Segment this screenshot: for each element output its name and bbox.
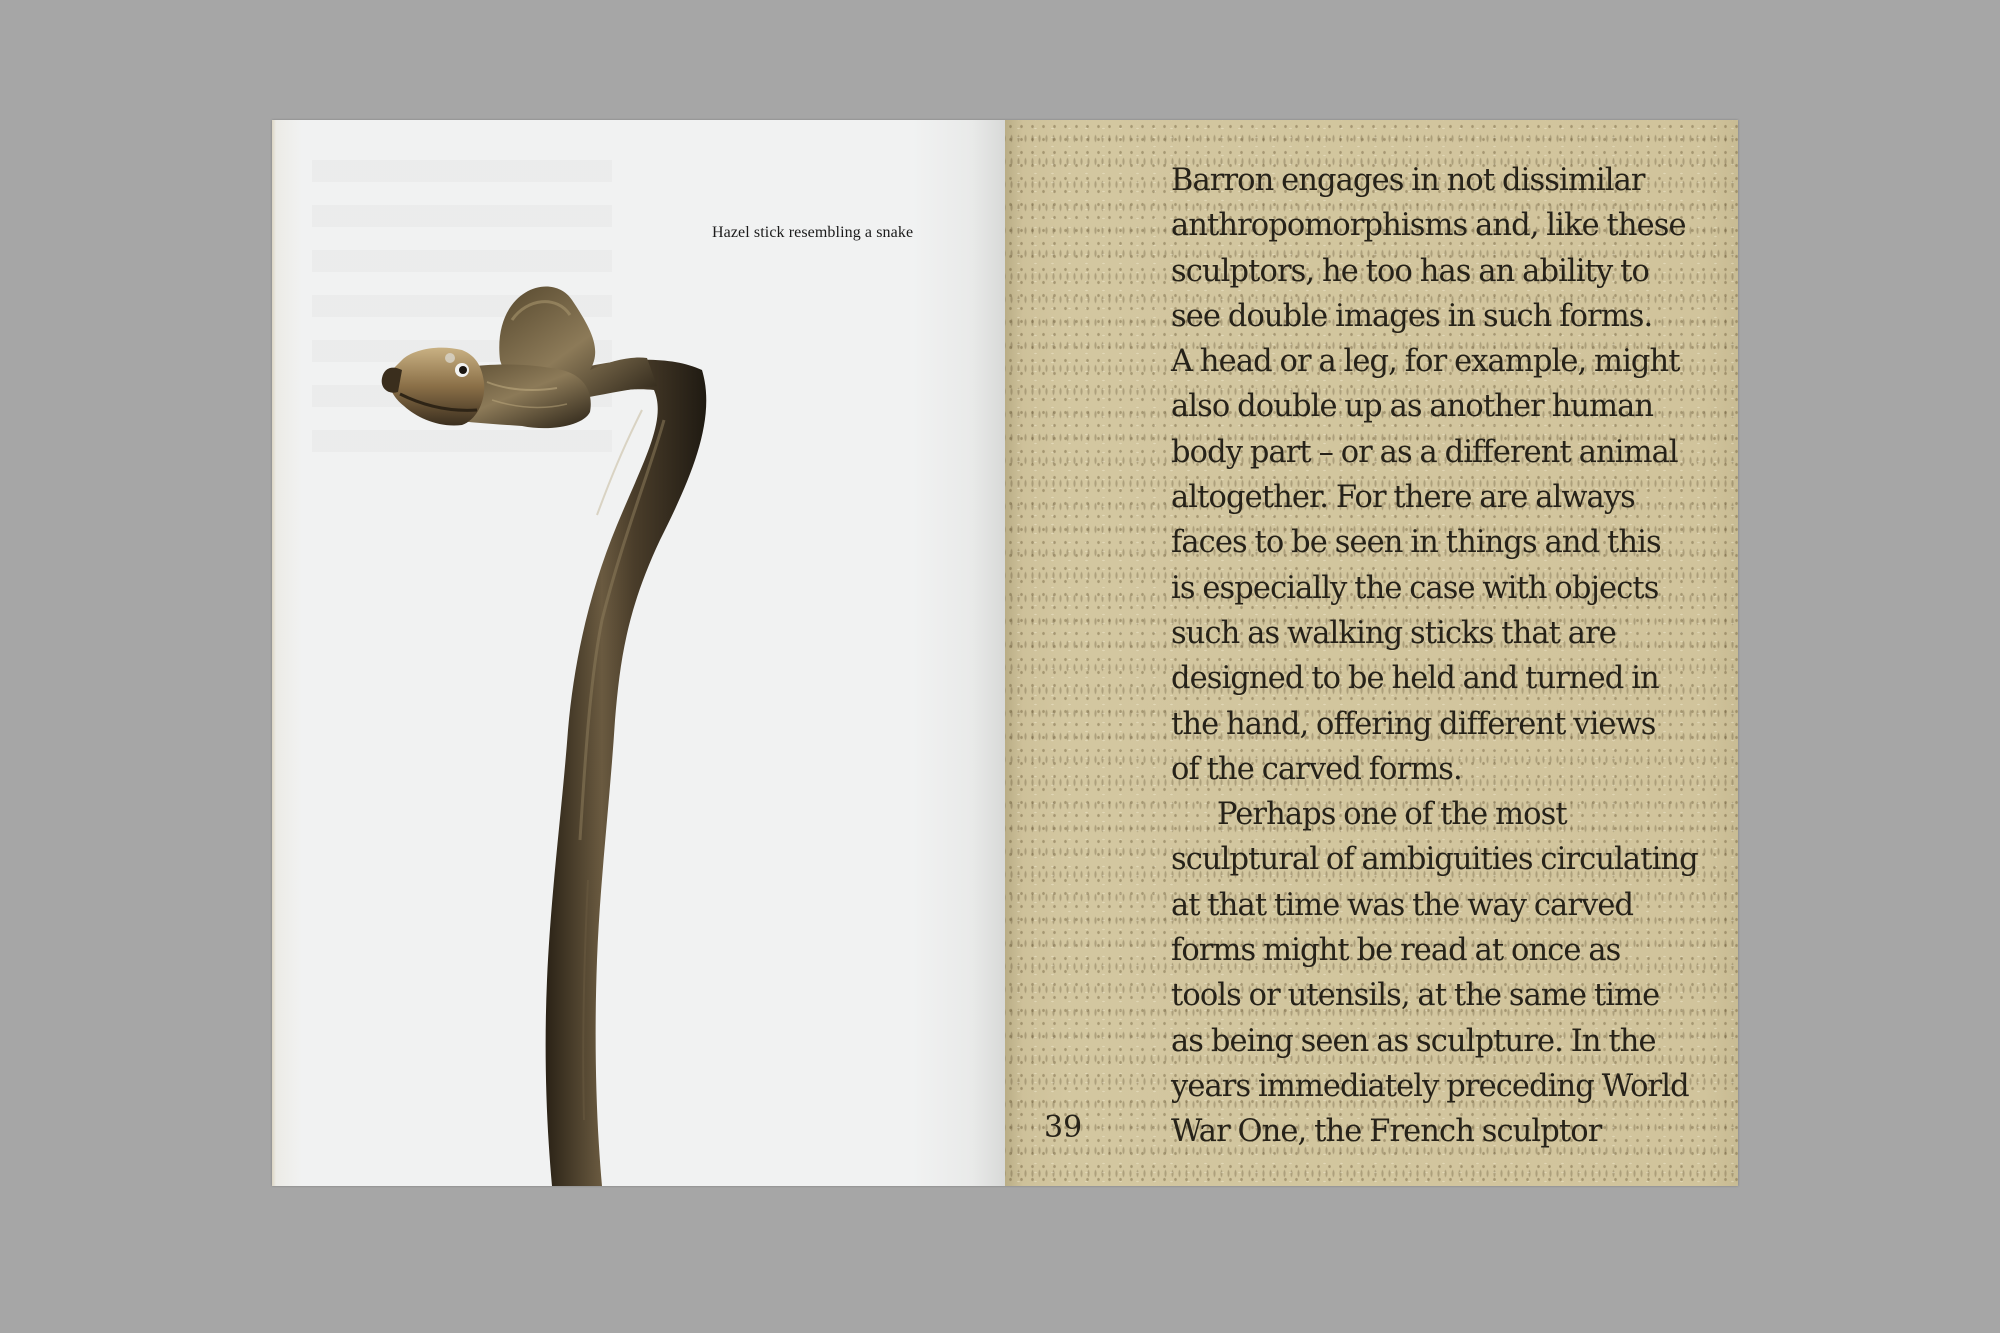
text-line: years immediately preceding World (1171, 1068, 1689, 1104)
text-line: see double images in such forms. (1171, 298, 1653, 334)
text-line: at that time was the way carved (1171, 887, 1634, 923)
text-line: is especially the case with objects (1171, 570, 1659, 606)
walking-stick-snake-photo (272, 120, 1005, 1186)
text-line: the hand, offering different views (1171, 706, 1656, 742)
text-line: Barron engages in not dissimilar (1171, 163, 1645, 198)
text-line: body part – or as a different animal (1171, 434, 1678, 470)
text-line: such as walking sticks that are (1171, 615, 1616, 651)
text-line: forms might be read at once as (1171, 933, 1621, 969)
body-text (1171, 158, 1731, 1155)
text-line: altogether. For there are always (1171, 480, 1635, 516)
text-line: sculptors, he too has an ability to (1171, 253, 1649, 289)
text-line: of the carved forms. (1171, 751, 1462, 787)
left-page (272, 120, 1005, 1186)
text-line: sculptural of ambiguities circulating (1171, 842, 1698, 878)
text-line: War One, the French sculptor (1171, 1114, 1602, 1150)
text-line: as being seen as sculpture. In the (1171, 1023, 1656, 1059)
page-number: 39 (1044, 1110, 1083, 1145)
right-page (1005, 120, 1738, 1186)
image-caption: Hazel stick resembling a snake (712, 224, 914, 241)
text-line: A head or a leg, for example, might (1171, 344, 1680, 380)
text-line: Perhaps one of the most (1217, 797, 1567, 833)
text-line: tools or utensils, at the same time (1171, 978, 1660, 1014)
text-line: faces to be seen in things and this (1171, 525, 1661, 561)
text-line: anthropomorphisms and, like these (1171, 208, 1686, 244)
book-spread (272, 120, 1738, 1186)
text-line: also double up as another human (1171, 389, 1654, 425)
text-line: designed to be held and turned in (1171, 661, 1659, 697)
